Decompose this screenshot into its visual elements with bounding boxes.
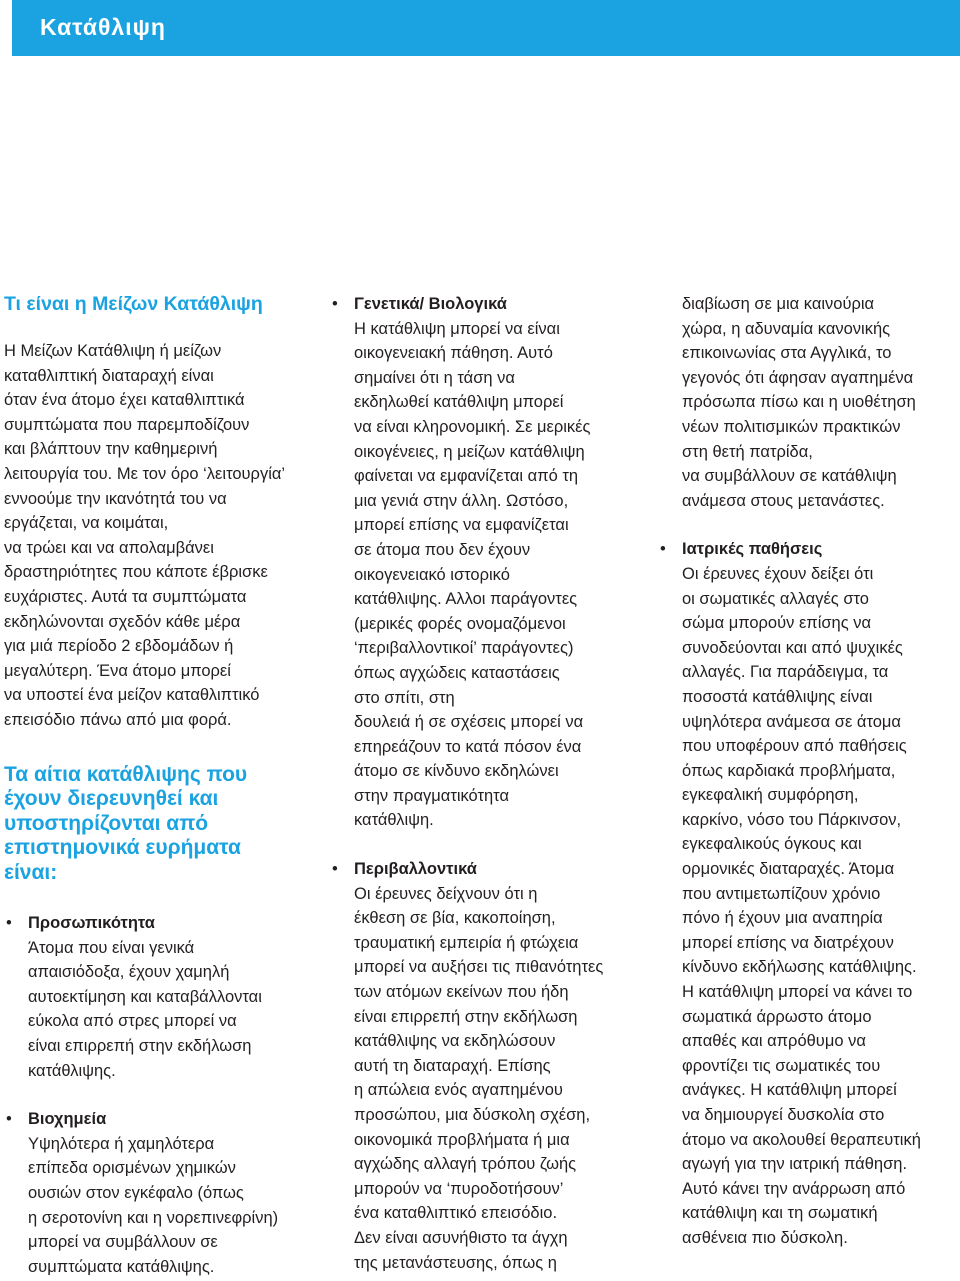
- intro-paragraph: Η Μείζων Κατάθλιψη ή μείζων καταθλιπτική διαταραχή είναι όταν ένα άτομο έχει καταθλιπτικά συμπτώματα που παρεμποδίζουν και βλάπτουν την καθημερινή λειτουργία του. Με τον όρο ‘λειτουργία’ εννοούμε την ικανότητά του να εργάζεται, να κοιμάται, να τρώει και να απολαμβάνει δραστηριότητες που κάποτε έβρισκε ευχάριστες. Αυτά τα συμπτώματα εκδηλώνονται σχεδόν κάθε μέρα για μιά περίοδο 2 εβδομάδων ή μεγαλύτερη. Ένα άτομο μπορεί να υποστεί ένα μείζον καταθλιπτικό επεισόδιο πάνω από μια φορά.: [4, 342, 286, 729]
- bullet-biochemistry: [4, 1107, 304, 1279]
- bullet-title: Γενετικά/ Βιολογικά: [354, 295, 507, 313]
- bullet-marker: •: [660, 540, 666, 559]
- bullet-marker: •: [332, 860, 338, 879]
- bullet-text: Οι έρευνες δείχνουν ότι η έκθεση σε βία, κακοποίηση, τραυματική εμπειρία ή φτώχεια μπορεί να αυξήσει τις πιθανότητες των ατόμων εκείνων που ήδη είναι επιρρεπή στην εκδήλωση κατάθλιψης να εκδηλώσουν αυτή τη διαταραχή. Επίσης η απώλεια ενός αγαπημένου προσώπου, μια δύσκολη σχέση, οικονομικά προβλήματα ή μια αγχώδης αλλαγή τρόπου ζωής μπορούν να ‘πυροδοτήσουν’ ένα καταθλιπτικό επεισόδιο. Δεν είναι ασυνήθιστο τα άγχη της μετανάστευσης, όπως η: [354, 884, 604, 1272]
- bullet-marker: •: [6, 1110, 12, 1129]
- column-2: [330, 292, 625, 1275]
- column-3: [658, 292, 960, 1251]
- title-banner: [12, 0, 960, 56]
- bullet-marker: •: [6, 914, 12, 932]
- bullet-title: Περιβαλλοντικά: [354, 860, 477, 879]
- bullet-medical: [658, 537, 960, 1250]
- bullet-text: Η κατάθλιψη μπορεί να είναι οικογενειακή πάθηση. Αυτό σημαίνει ότι η τάση να εκδηλωθεί κατάθλιψη μπορεί να είναι κληρονομική. Σε μερικές οικογένειες, η μείζων κατάθλιψη φαίνεται να εμφανίζεται από τη μια γενιά στην άλλη. Ωστόσο, μπορεί επίσης να εμφανίζεται σε άτομα που δεν έχουν οικογενειακό ιστορικό κατάθλιψης. Αλλοι παράγοντες (μερικές φορές ονομαζόμενοι ‘περιβαλλοντικοί’ παράγοντες) όπως αγχώδεις καταστάσεις στο σπίτι, στη δουλειά ή σε σχέσεις μπορεί να επηρεάζουν το κατά πόσον ένα άτομο σε κίνδυνο εκδηλώνει στην πραγματικότητα κατάθλιψη.: [354, 319, 591, 830]
- section-heading-causes: Τα αίτια κατάθλιψης που έχουν διερευνηθεί και υποστηρίζονται από επιστημονικά ευρήματα είναι:: [4, 762, 248, 884]
- bullet-text: Υψηλότερα ή χαμηλότερα επίπεδα ορισμένων χημικών ουσιών στον εγκέφαλο (όπως η σεροτονίνη και η νορεπινεφρίνη) μπορεί να συμβάλλουν σε συμπτώματα κατάθλιψης.: [28, 1134, 279, 1276]
- bullet-environmental: [330, 857, 625, 1275]
- bullet-personality: [4, 911, 304, 1083]
- bullet-text: Οι έρευνες έχουν δείξει ότι οι σωματικές αλλαγές στο σώμα μπορούν επίσης να συνοδεύονται και από ψυχικές αλλαγές. Για παράδειγμα, τα ποσοστά κατάθλιψης είναι υψηλότερα ανάμεσα σε άτομα που υποφέρουν από παθήσεις όπως καρδιακά προβλήματα, εγκεφαλική συμφόρηση, καρκίνο, νόσο του Πάρκινσον, εγκεφαλικούς όγκους και ορμονικές διαταραχές. Άτομα που αντιμετωπίζουν χρόνιο πόνο ή έχουν μια αναπηρία μπορεί επίσης να διατρέχουν κίνδυνο εκδήλωσης κατάθλιψης. Η κατάθλιψη μπορεί να κάνει το σωματικά άρρωστο άτομο απαθές και απρόθυμο να φροντίζει τις σωματικές του ανάγκες. Η κατάθλιψη μπορεί να δημιουργεί δυσκολία στο άτομο να ακολουθεί θεραπευτική αγωγή για την ιατρική πάθηση. Αυτό κάνει την ανάρρωση από κατάθλιψη και τη σωματική ασθένεια πιο δύσκολη.: [682, 564, 921, 1247]
- bullet-title: Προσωπικότητα: [28, 914, 155, 932]
- page-title: Κατάθλιψη: [40, 14, 166, 40]
- continuation-paragraph: διαβίωση σε μια καινούρια χώρα, η αδυναμία κανονικής επικοινωνίας στα Αγγλικά, το γεγονός ότι άφησαν αγαπημένα πρόσωπα πίσω και η υιοθέτηση νέων πολιτισμικών πρακτικών στη θετή πατρίδα, να συμβάλλουν σε κατάθλιψη ανάμεσα στους μετανάστες.: [682, 295, 916, 510]
- bullet-title: Ιατρικές παθήσεις: [682, 540, 823, 559]
- bullet-title: Βιοχημεία: [28, 1110, 107, 1129]
- column-1: [4, 292, 304, 1279]
- bullet-text: Άτομα που είναι γενικά απαισιόδοξα, έχουν χαμηλή αυτοεκτίμηση και καταβάλλονται εύκολα από στρες μπορεί να είναι επιρρεπή στην εκδήλωση κατάθλιψης.: [28, 938, 262, 1080]
- section-heading-what-is: Τι είναι η Μείζων Κατάθλιψη: [4, 293, 263, 315]
- bullet-genetic: [330, 292, 625, 833]
- bullet-marker: •: [332, 295, 338, 313]
